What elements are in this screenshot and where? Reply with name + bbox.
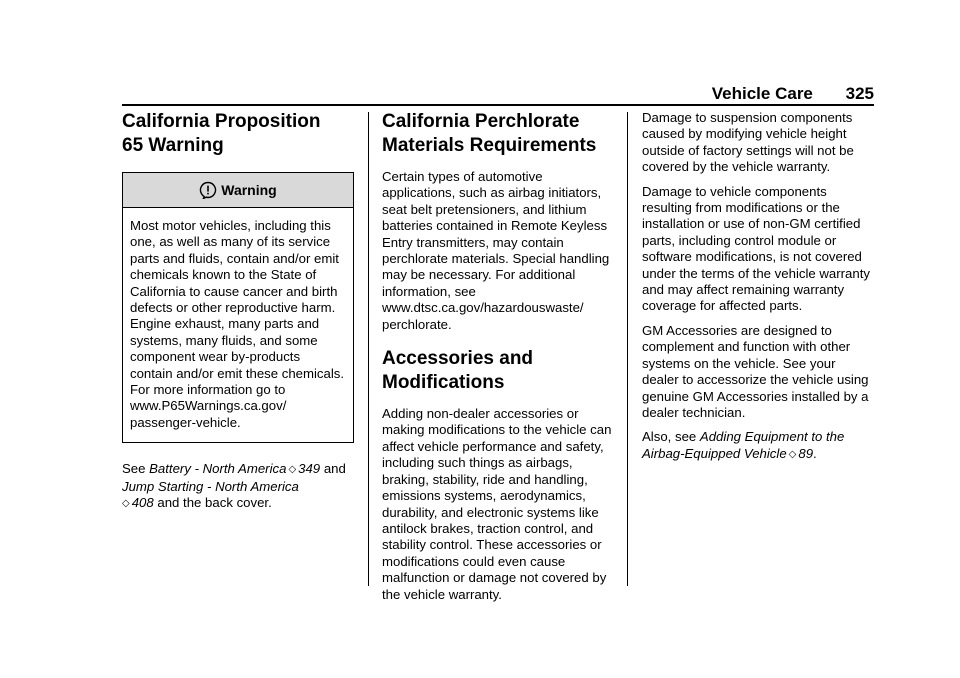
warning-box-header bbox=[123, 173, 353, 208]
column-divider bbox=[627, 112, 628, 586]
paragraph-perchlorate: Certain types of automotive applications, such as airbag initiators, seat belt pretensioners, and lithium batteries contained in Remote Keyless Entry transmitters, may contain perchlorate materials. Special handling may be necessary. For additional information, see www.dtsc.ca.gov/hazardouswaste/ perchlorate. bbox=[382, 169, 610, 332]
warning-text: Most motor vehicles, including this one, as well as many of its service parts and fluids, contain and/or emit chemicals known to the State of California to cause cancer and birth defects or other reproductive harm. Engine exhaust, many parts and systems, many fluids, and some component wear by-products contain and/or emit these chemicals. For more information go to www.P65Warnings.ca.gov/ passenger-vehicle. bbox=[130, 218, 345, 430]
page-ref-89[interactable]: 89 bbox=[798, 445, 814, 461]
header-page-number: 325 bbox=[845, 84, 874, 103]
header-section-title: Vehicle Care bbox=[711, 84, 813, 103]
page-header bbox=[712, 84, 874, 104]
paragraph-gm-accessories: GM Accessories are designed to complement and function with other systems on the vehicle. See your dealer to accessorize the vehicle using genuine GM Accessories installed by a dealer technician. bbox=[642, 322, 869, 420]
paragraph-components: Damage to vehicle components resulting from modifications or the installation or use of non-GM certified parts, including control module or software modifications, is not covered under the terms of the vehicle warranty and may affect remaining warranty coverage for affected parts. bbox=[642, 183, 870, 314]
cross-reference-paragraph: See Battery - North America ◇ 349 and Jump Starting - North America ◇ 408 and the back cover. bbox=[122, 461, 356, 512]
page-ref-349[interactable]: 349 bbox=[298, 461, 321, 477]
column-divider bbox=[368, 112, 369, 586]
paragraph-suspension: Damage to suspension components caused by modifying vehicle height outside of factory settings will not be covered by the vehicle warranty. bbox=[642, 110, 854, 175]
page-ref-icon: ◇ bbox=[788, 448, 797, 460]
link-battery[interactable]: Battery - North America bbox=[149, 461, 287, 477]
header-rule bbox=[122, 104, 874, 106]
column-right bbox=[642, 110, 874, 471]
page-ref-icon: ◇ bbox=[288, 464, 297, 476]
column-left bbox=[122, 110, 356, 521]
warning-icon bbox=[199, 181, 217, 199]
column-middle bbox=[382, 110, 612, 611]
section-heading-perchlorate: California Perchlorate Materials Requirements bbox=[382, 111, 597, 156]
paragraph-accessories: Adding non-dealer accessories or making modifications to the vehicle can affect vehicle performance and safety, including such things as airbags, braking, stability, ride and handling, emissions systems, aerodynamics, durability, and electronic systems like antilock brakes, traction control, and stability control. These accessories or modifications could even cause malfunction or damage not covered by the vehicle warranty. bbox=[382, 406, 612, 602]
page-ref-408[interactable]: 408 bbox=[131, 495, 154, 511]
section-heading-accessories: Accessories and Modifications bbox=[382, 348, 534, 394]
warning-box bbox=[122, 172, 354, 443]
page-ref-icon: ◇ bbox=[122, 498, 130, 510]
warning-label: Warning bbox=[221, 182, 277, 198]
link-adding-equipment[interactable]: Adding Equipment to the Airbag-Equipped Vehicle bbox=[642, 429, 845, 461]
section-heading-prop65: California Proposition 65 Warning bbox=[122, 111, 321, 156]
cross-reference-paragraph: Also, see Adding Equipment to the Airbag-Equipped Vehicle ◇ 89. bbox=[642, 429, 874, 463]
link-jump-starting[interactable]: Jump Starting - North America bbox=[122, 478, 299, 494]
